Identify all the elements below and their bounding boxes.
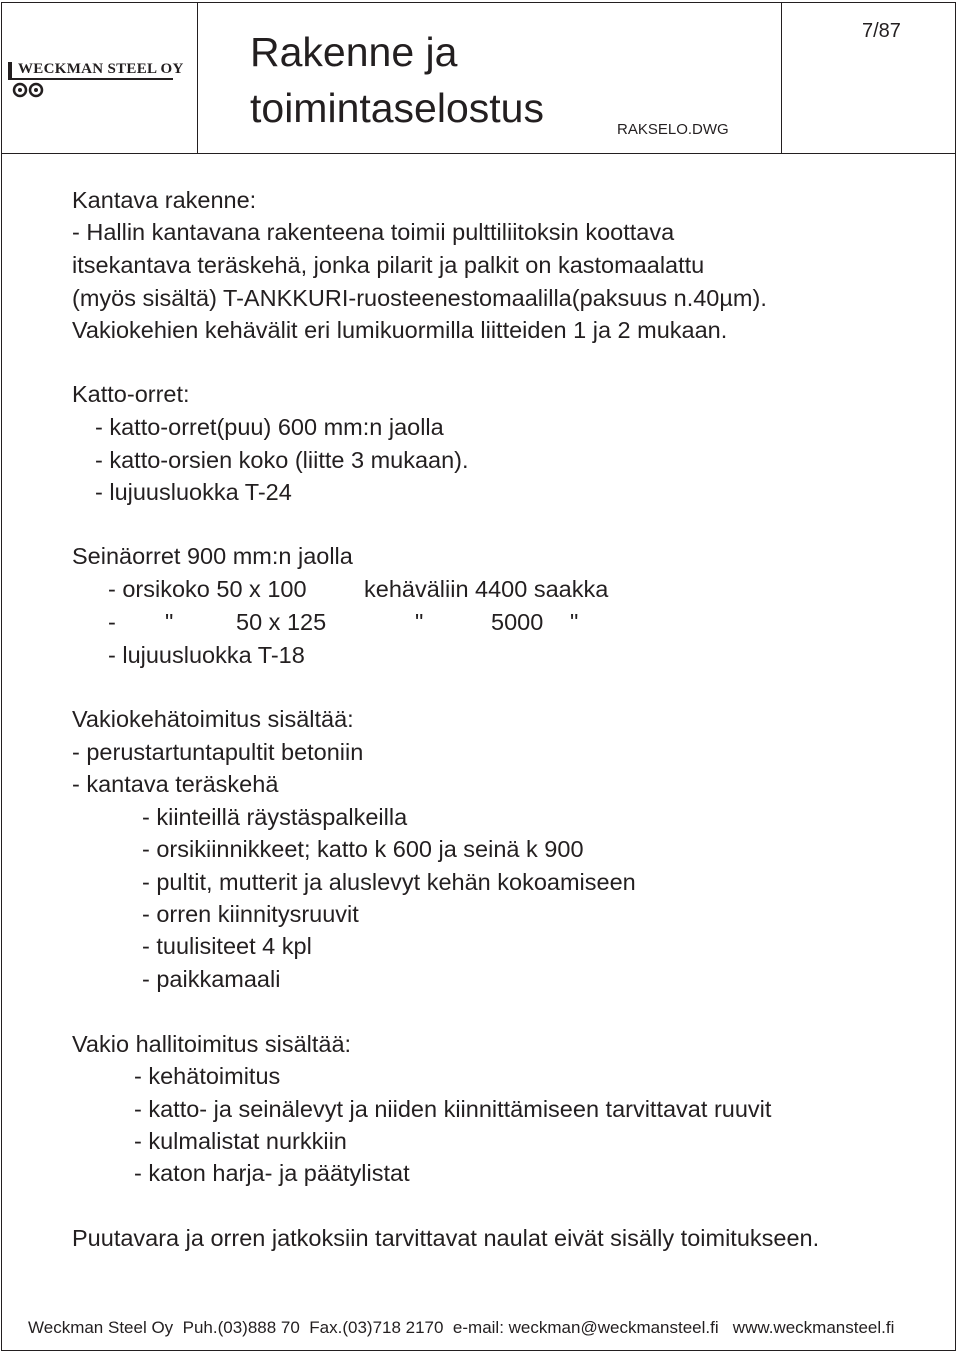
section-heading-seina: Seinäorret 900 mm:n jaolla (72, 543, 353, 569)
seina-row-2-dash: - (108, 609, 116, 635)
title-line-2: toimintaselostus (250, 85, 544, 131)
logo-text: WECKMAN STEEL OY (18, 61, 184, 77)
logo-wheels-icon (12, 82, 52, 98)
seina-row-2-ditto-3: " (570, 609, 579, 635)
section-heading-hallitoimitus: Vakio hallitoimitus sisältää: (72, 1031, 352, 1057)
kantava-line-3: (myös sisältä) T-ANKKURI-ruosteenestomaalilla(paksuus n.40µm). (72, 285, 767, 311)
header-divider-left (197, 2, 198, 154)
vakioke-line-2: - kantava teräskehä (72, 771, 279, 797)
seina-row-2-ditto-1: " (165, 609, 174, 635)
katto-line-2: - katto-orsien koko (liitte 3 mukaan). (95, 447, 469, 473)
vakioke-sub-5: - tuulisiteet 4 kpl (142, 933, 312, 959)
halli-line-4: - katon harja- ja päätylistat (134, 1160, 410, 1186)
katto-line-3: - lujuusluokka T-24 (95, 479, 292, 505)
seina-row-2-ditto-2: " (415, 609, 424, 635)
vakioke-sub-6: - paikkamaali (142, 966, 281, 992)
title-line-1: Rakenne ja (250, 29, 458, 75)
seina-row-1-size: - orsikoko 50 x 100 (108, 576, 307, 602)
file-name: RAKSELO.DWG (617, 121, 729, 138)
seina-row-3: - lujuusluokka T-18 (108, 642, 305, 668)
seina-row-2-size: 50 x 125 (236, 609, 327, 635)
vakioke-sub-2: - orsikiinnikkeet; katto k 600 ja seinä k 900 (142, 836, 584, 862)
katto-line-1: - katto-orret(puu) 600 mm:n jaolla (95, 414, 444, 440)
halli-line-2: - katto- ja seinälevyt ja niiden kiinnittämiseen tarvittavat ruuvit (134, 1096, 772, 1122)
kantava-line-4: Vakiokehien kehävälit eri lumikuormilla liitteiden 1 ja 2 mukaan. (72, 317, 728, 343)
kantava-line-1: - Hallin kantavana rakenteena toimii pulttiliitoksin koottava (72, 219, 675, 245)
halli-line-1: - kehätoimitus (134, 1063, 281, 1089)
section-heading-katto: Katto-orret: (72, 381, 190, 407)
page-number: 7/87 (862, 20, 901, 42)
footer-contact: Weckman Steel Oy Puh.(03)888 70 Fax.(03)718 2170 e-mail: weckman@weckmansteel.fi www.weckmansteel.fi (28, 1318, 895, 1337)
company-logo (8, 60, 183, 100)
section-heading-kantava: Kantava rakenne: (72, 187, 257, 213)
section-heading-vakiokehatoimitus: Vakiokehätoimitus sisältää: (72, 706, 354, 732)
logo-underline (8, 78, 173, 80)
logo-mark (8, 62, 12, 78)
document-title (250, 24, 544, 136)
halli-line-3: - kulmalistat nurkkiin (134, 1128, 347, 1154)
vakioke-sub-1: - kiinteillä räystäspalkeilla (142, 804, 408, 830)
vakioke-line-1: - perustartuntapultit betoniin (72, 739, 364, 765)
kantava-line-2: itsekantava teräskehä, jonka pilarit ja palkit on kastomaalattu (72, 252, 705, 278)
seina-row-1-spacing: kehäväliin 4400 saakka (364, 576, 609, 602)
seina-row-2-spacing: 5000 (491, 609, 544, 635)
delivery-note: Puutavara ja orren jatkoksiin tarvittavat naulat eivät sisälly toimitukseen. (72, 1225, 820, 1251)
header-divider (1, 153, 956, 154)
header-divider-right (781, 2, 782, 154)
vakioke-sub-4: - orren kiinnitysruuvit (142, 901, 359, 927)
vakioke-sub-3: - pultit, mutterit ja aluslevyt kehän kokoamiseen (142, 869, 636, 895)
